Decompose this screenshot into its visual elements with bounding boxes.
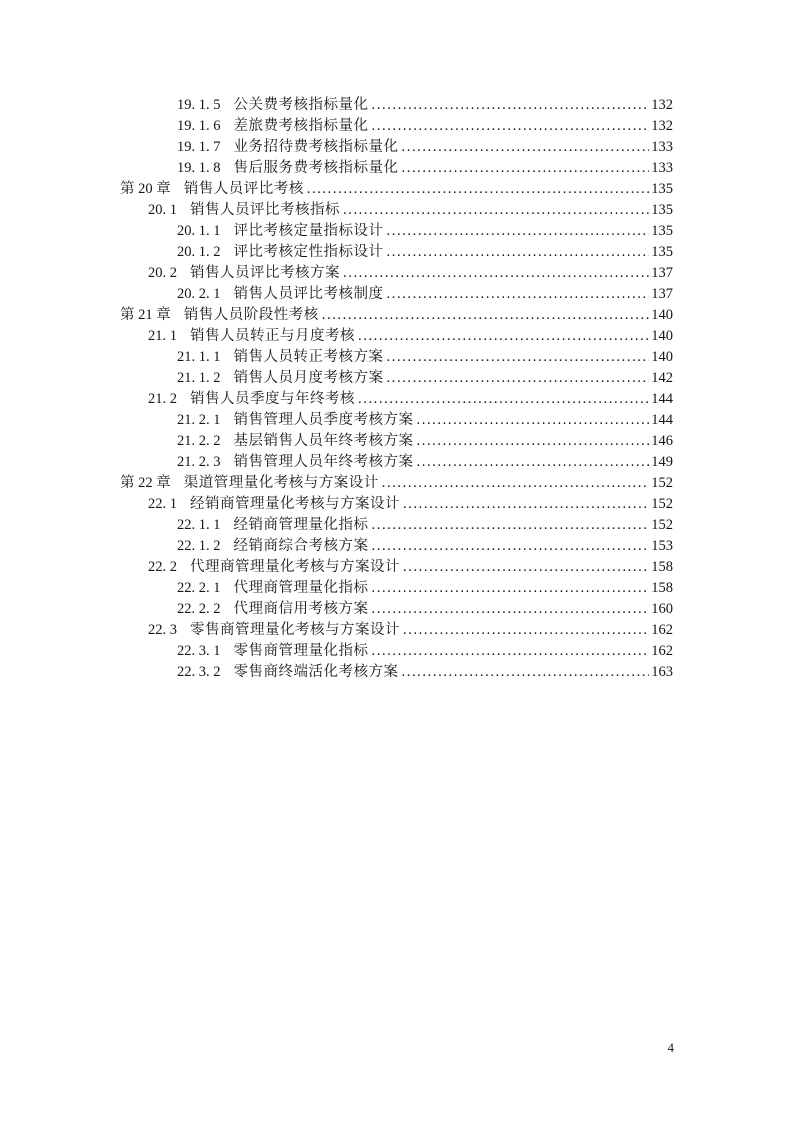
toc-entry[interactable] — [120, 179, 673, 200]
toc-entry-page: 152 — [651, 517, 673, 533]
toc-entry-title: 差旅费考核指标量化 — [233, 118, 369, 134]
toc-entry-title: 零售商终端活化考核方案 — [233, 664, 399, 680]
toc-entry-page: 140 — [651, 349, 673, 365]
toc-dot-leader — [403, 620, 649, 641]
toc-entry-page: 162 — [651, 622, 673, 638]
toc-dot-leader — [387, 242, 650, 263]
toc-entry[interactable] — [120, 221, 673, 242]
toc-entry-number: 第 20 章 — [120, 181, 171, 197]
toc-entry-page: 160 — [651, 601, 673, 617]
toc-dot-leader — [372, 578, 650, 599]
toc-entry[interactable] — [120, 116, 673, 137]
toc-entry-title: 销售人员评比考核 — [183, 181, 304, 197]
toc-dot-leader — [372, 515, 650, 536]
toc-entry[interactable] — [120, 410, 673, 431]
toc-entry-number: 21. 2 — [148, 391, 177, 407]
toc-entry-page: 158 — [651, 580, 673, 596]
toc-entry-title: 渠道管理量化考核与方案设计 — [183, 475, 379, 491]
toc-dot-leader — [417, 431, 650, 452]
toc-entry-title: 经销商管理量化考核与方案设计 — [190, 496, 400, 512]
toc-entry-number: 21. 2. 1 — [177, 412, 221, 428]
toc-entry-title: 经销商综合考核方案 — [233, 538, 369, 554]
toc-entry-number: 21. 1. 1 — [177, 349, 221, 365]
toc-entry-page: 133 — [651, 160, 673, 176]
toc-entry-number: 19. 1. 7 — [177, 139, 221, 155]
toc-entry[interactable] — [120, 536, 673, 557]
toc-dot-leader — [387, 347, 650, 368]
toc-entry-number: 20. 1. 1 — [177, 223, 221, 239]
toc-entry-title: 销售管理人员季度考核方案 — [233, 412, 414, 428]
toc-entry-page: 149 — [651, 454, 673, 470]
toc-entry-number: 21. 2. 2 — [177, 433, 221, 449]
toc-dot-leader — [372, 95, 650, 116]
toc-dot-leader — [358, 389, 649, 410]
toc-dot-leader — [358, 326, 649, 347]
toc-entry-number: 22. 1. 1 — [177, 517, 221, 533]
toc-entry[interactable] — [120, 326, 673, 347]
toc-dot-leader — [402, 137, 650, 158]
toc-entry-page: 152 — [651, 496, 673, 512]
toc-entry-title: 代理商管理量化指标 — [233, 580, 369, 596]
toc-entry-title: 销售人员评比考核指标 — [190, 202, 340, 218]
toc-entry-number: 22. 2. 2 — [177, 601, 221, 617]
toc-entry-page: 135 — [651, 223, 673, 239]
toc-dot-leader — [372, 116, 650, 137]
toc-entry-title: 售后服务费考核指标量化 — [233, 160, 399, 176]
toc-dot-leader — [403, 494, 649, 515]
toc-dot-leader — [387, 221, 650, 242]
toc-entry-title: 零售商管理量化考核与方案设计 — [190, 622, 400, 638]
toc-entry-page: 137 — [651, 286, 673, 302]
toc-entry-page: 158 — [651, 559, 673, 575]
toc-entry-number: 22. 3. 2 — [177, 664, 221, 680]
toc-entry[interactable] — [120, 620, 673, 641]
toc-entry-page: 144 — [651, 412, 673, 428]
toc-entry[interactable] — [120, 368, 673, 389]
toc-entry-title: 代理商管理量化考核与方案设计 — [190, 559, 400, 575]
toc-entry-number: 22. 2 — [148, 559, 177, 575]
toc-entry-page: 146 — [651, 433, 673, 449]
toc-dot-leader — [417, 452, 650, 473]
toc-entry-number: 19. 1. 5 — [177, 97, 221, 113]
toc-entry[interactable] — [120, 557, 673, 578]
toc-entry[interactable] — [120, 242, 673, 263]
toc-entry-page: 144 — [651, 391, 673, 407]
toc-entry-number: 第 21 章 — [120, 307, 171, 323]
toc-entry-number: 20. 2. 1 — [177, 286, 221, 302]
toc-entry-page: 163 — [651, 664, 673, 680]
toc-entry-page: 140 — [651, 307, 673, 323]
toc-entry[interactable] — [120, 347, 673, 368]
toc-entry[interactable] — [120, 263, 673, 284]
toc-entry[interactable] — [120, 137, 673, 158]
toc-dot-leader — [307, 179, 650, 200]
toc-dot-leader — [372, 599, 650, 620]
toc-dot-leader — [387, 284, 650, 305]
toc-entry-title: 评比考核定量指标设计 — [233, 223, 384, 239]
toc-entry[interactable] — [120, 305, 673, 326]
toc-dot-leader — [372, 641, 650, 662]
toc-entry-page: 142 — [651, 370, 673, 386]
toc-entry-title: 销售人员转正考核方案 — [233, 349, 384, 365]
toc-entry-number: 20. 1 — [148, 202, 177, 218]
toc-entry[interactable] — [120, 515, 673, 536]
toc-entry-title: 经销商管理量化指标 — [233, 517, 369, 533]
toc-entry-title: 公关费考核指标量化 — [233, 97, 369, 113]
toc-entry-page: 137 — [651, 265, 673, 281]
toc-entry-page: 153 — [651, 538, 673, 554]
toc-entry-page: 133 — [651, 139, 673, 155]
toc-entry[interactable] — [120, 200, 673, 221]
toc-entry[interactable] — [120, 641, 673, 662]
toc-entry-title: 销售管理人员年终考核方案 — [233, 454, 414, 470]
toc-entry[interactable] — [120, 599, 673, 620]
toc-entry[interactable] — [120, 431, 673, 452]
toc-entry[interactable] — [120, 662, 673, 683]
toc-entry-number: 19. 1. 6 — [177, 118, 221, 134]
toc-entry[interactable] — [120, 494, 673, 515]
toc-dot-leader — [402, 158, 650, 179]
toc-entry-title: 基层销售人员年终考核方案 — [233, 433, 414, 449]
toc-entry-number: 21. 1. 2 — [177, 370, 221, 386]
table-of-contents — [120, 95, 673, 683]
toc-entry-number: 第 22 章 — [120, 475, 171, 491]
toc-entry[interactable] — [120, 452, 673, 473]
toc-entry-number: 21. 2. 3 — [177, 454, 221, 470]
toc-entry-title: 评比考核定性指标设计 — [233, 244, 384, 260]
toc-dot-leader — [387, 368, 650, 389]
toc-dot-leader — [403, 557, 649, 578]
toc-entry-number: 19. 1. 8 — [177, 160, 221, 176]
toc-entry-number: 22. 1. 2 — [177, 538, 221, 554]
footer-page-number: 4 — [667, 1040, 674, 1055]
toc-entry-title: 零售商管理量化指标 — [233, 643, 369, 659]
toc-entry-page: 135 — [651, 181, 673, 197]
toc-entry-number: 21. 1 — [148, 328, 177, 344]
toc-dot-leader — [402, 662, 650, 683]
toc-entry-title: 销售人员月度考核方案 — [233, 370, 384, 386]
toc-entry-number: 22. 3. 1 — [177, 643, 221, 659]
toc-dot-leader — [322, 305, 650, 326]
toc-entry[interactable] — [120, 95, 673, 116]
toc-dot-leader — [343, 263, 649, 284]
toc-entry-number: 22. 3 — [148, 622, 177, 638]
toc-entry-title: 销售人员转正与月度考核 — [190, 328, 355, 344]
toc-entry-page: 162 — [651, 643, 673, 659]
toc-entry[interactable] — [120, 158, 673, 179]
toc-entry-page: 140 — [651, 328, 673, 344]
toc-entry-title: 销售人员季度与年终考核 — [190, 391, 355, 407]
toc-entry[interactable] — [120, 389, 673, 410]
toc-entry-number: 20. 1. 2 — [177, 244, 221, 260]
toc-entry-title: 业务招待费考核指标量化 — [233, 139, 399, 155]
toc-entry-title: 销售人员评比考核方案 — [190, 265, 340, 281]
toc-entry-title: 销售人员评比考核制度 — [233, 286, 384, 302]
toc-entry-title: 销售人员阶段性考核 — [183, 307, 319, 323]
toc-dot-leader — [343, 200, 649, 221]
page-footer — [668, 1039, 675, 1057]
toc-entry-page: 135 — [651, 202, 673, 218]
toc-entry-page: 135 — [651, 244, 673, 260]
toc-entry[interactable] — [120, 284, 673, 305]
toc-entry[interactable] — [120, 473, 673, 494]
toc-entry-number: 20. 2 — [148, 265, 177, 281]
toc-entry-page: 132 — [651, 118, 673, 134]
toc-entry-title: 代理商信用考核方案 — [233, 601, 369, 617]
toc-dot-leader — [372, 536, 650, 557]
toc-entry-page: 132 — [651, 97, 673, 113]
toc-entry-number: 22. 1 — [148, 496, 177, 512]
toc-entry[interactable] — [120, 578, 673, 599]
toc-dot-leader — [417, 410, 650, 431]
toc-entry-number: 22. 2. 1 — [177, 580, 221, 596]
toc-dot-leader — [382, 473, 650, 494]
toc-entry-page: 152 — [651, 475, 673, 491]
